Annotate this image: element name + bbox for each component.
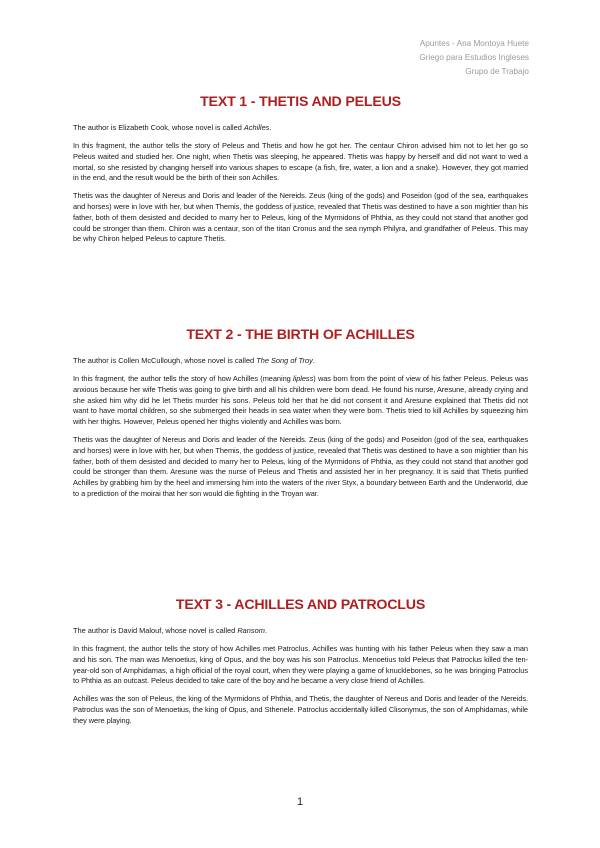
novel-title: The Song of Troy <box>256 356 313 365</box>
author-line <box>73 123 528 133</box>
header-line-author: Apuntes - Ana Montoya Huete <box>419 39 529 48</box>
author-suffix: . <box>312 356 315 365</box>
author-line <box>73 626 528 636</box>
section-title: TEXT 2 - THE BIRTH OF ACHILLES <box>186 327 415 343</box>
paragraph: Thetis was the daughter of Nereus and Doris and leader of the Nereids. Zeus (king of the gods) and Poseidon (god of the sea, earthquakes and horses) were in love with her, but when Themis, the goddess of justice, revealed that Thetis was destined to have a son mightier than his father, both of them desisted and decided to marry her to Peleus, king of the Myrmidons of Phthia, as they could not stand that another god could be stronger than them. Chiron was a centaur, son of the titan Cronus and the sea nymph Philyra, and grandfather of Peleus. This may be why Chiron helped Peleus to capture Thetis. <box>73 191 528 244</box>
novel-title: Ransom <box>237 626 265 635</box>
section-text-3 <box>73 596 528 734</box>
author-text: The author is Elizabeth Cook, whose novel is called <box>73 123 244 132</box>
paragraph: Achilles was the son of Peleus, the king of the Myrmidons of Phthia, and Thetis, the daughter of Nereus and Doris and leader of the Nereids. Patroclus was the son of Menoetius, the king of Opus, and Sthenele. Patroclus accidentally killed Clisonymus, the son of Amphidamas, while they were playing. <box>73 694 528 725</box>
paragraph <box>73 374 528 428</box>
paragraph-text: ) was born from the point of view of his father Peleus. Peleus was anxious because her wife Thetis was going to give birth and all his children were born dead. He found his nurse, Aresune, already crying and she asked him why did he let Thetis murder his sons. Peleus told her that he did not consent it and Aresune explained that Thetis did not want to have mortal children, so she submerged their heads in sea water when they were born. Thetis tried to kill Achilles by squeezing him with her thighs. However, Peleus opened her thighs violently and Achilles was born. <box>73 374 528 427</box>
paragraph: In this fragment, the author tells the story of how Achilles met Patroclus. Achilles was hunting with his father Peleus when they saw a man and his son. The man was Menoetius, king of Opus, and the boy was his son Patroclus. Menoetius told Peleus that Patroclus killed the ten-year-old son of Amphidamas, a high official of the royal court, when they were playing a game of knucklebones, so he was bringing Patroclus to Phthia as an outcast. Peleus decided to take care of the boy and he became a very close friend of Achilles. <box>73 644 528 686</box>
page-number: 1 <box>296 796 304 808</box>
section-text-1 <box>73 93 528 252</box>
section-title: TEXT 3 - ACHILLES AND PATROCLUS <box>175 597 426 613</box>
author-suffix: . <box>264 626 267 635</box>
paragraph: In this fragment, the author tells the story of Peleus and Thetis and how he got her. The centaur Chiron advised him not to let her go so Peleus waited and studied her. One night, when Thetis was sleeping, he appeared. Thetis was happy by herself and did not want to wed a mortal, so she resisted by changing herself into various shapes to escape (a fish, fire, water, a lion and a snake). However, they got married in the end, and the result would be the birth of their son Achilles. <box>73 141 528 183</box>
paragraph: Thetis was the daughter of Nereus and Doris and leader of the Nereids. Zeus (king of the gods) and Poseidon (god of the sea, earthquakes and horses) were in love with her, but when Themis, the goddess of justice, revealed that Thetis was destined to have a son mightier than his father, both of them desisted and decided to marry her to Peleus, king of the Myrmidons of Phthia, as they could not stand that another god could be stronger than them. Aresune was the nurse of Peleus and Thetis and assisted her in her pregnancy. It is said that Thetis purified Achilles by grabbing him by the heel and immersing him into the waters of the river Styx, a boundary between Earth and the Underworld, due to a prediction of the moirai that her son would die fighting in the Troyan war. <box>73 434 528 498</box>
author-text: The author is David Malouf, whose novel is called <box>73 626 238 635</box>
paragraph-text: In this fragment, the author tells the story of how Achilles (meaning <box>73 374 294 383</box>
section-title: TEXT 1 - THETIS AND PELEUS <box>200 94 401 110</box>
author-text: The author is Collen McCullough, whose novel is called <box>73 356 257 365</box>
page-header <box>419 37 529 79</box>
section-text-2 <box>73 326 528 507</box>
emphasis: lipless <box>293 374 314 383</box>
novel-title: Achilles <box>243 123 270 132</box>
author-line <box>73 356 528 366</box>
header-line-subject: Griego para Estudios Ingleses <box>419 53 529 62</box>
author-suffix: . <box>269 123 272 132</box>
header-line-group: Grupo de Trabajo <box>465 67 529 76</box>
